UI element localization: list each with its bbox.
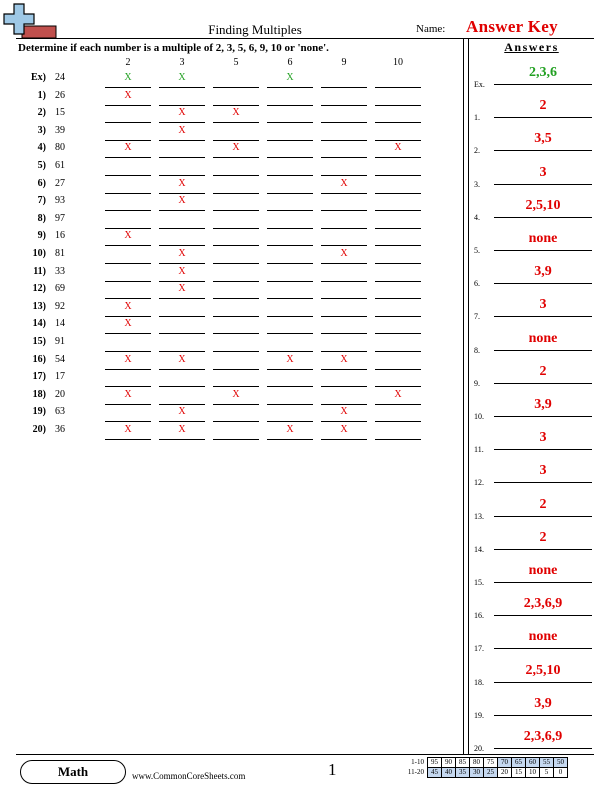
row-number: 27	[55, 177, 65, 189]
score-row	[396, 758, 568, 768]
answer-label: 15.	[474, 578, 484, 587]
answer-value: 3	[494, 464, 592, 483]
score-table	[396, 757, 568, 778]
answer-label: 16.	[474, 611, 484, 621]
mark-cell	[213, 212, 259, 229]
mark-cell: X	[213, 106, 259, 123]
score-cell: 10	[526, 768, 540, 778]
row-number: 39	[55, 124, 65, 136]
score-cell: 15	[512, 768, 526, 778]
page-title: Finding Multiples	[208, 22, 302, 37]
answer-label: 20.	[474, 744, 484, 753]
answer-value: none	[494, 332, 592, 351]
score-cell: 85	[456, 758, 470, 768]
mark-cell	[321, 370, 367, 387]
mark-cell: X	[159, 177, 205, 194]
mark-cell	[213, 124, 259, 141]
mark-cell: X	[105, 71, 151, 88]
math-badge: Math	[20, 760, 126, 784]
mark-cell	[213, 335, 259, 352]
answer-value: 3	[494, 298, 592, 317]
mark-cell	[267, 229, 313, 246]
score-row	[396, 768, 568, 778]
mark-cell: X	[267, 71, 313, 88]
score-row-label: 11-20	[407, 768, 424, 776]
mark-cell: X	[267, 353, 313, 370]
answer-value: none	[494, 630, 592, 649]
score-cell: 70	[498, 758, 512, 768]
mark-cell	[267, 388, 313, 405]
mark-cell	[267, 194, 313, 211]
score-cell: 60	[526, 758, 540, 768]
name-label: Name:	[416, 23, 446, 35]
mark-cell	[375, 229, 421, 246]
score-cell: 25	[484, 768, 498, 778]
score-cell: 90	[442, 758, 456, 768]
mark-cell	[267, 265, 313, 282]
answer-value: 2,3,6,9	[494, 730, 592, 749]
row-label: Ex)	[31, 72, 46, 83]
answer-label: 5.	[474, 246, 480, 255]
answer-column-divider	[463, 38, 464, 754]
page-number: 1	[328, 760, 337, 779]
score-cell: 30	[470, 768, 484, 778]
mark-cell: X	[105, 423, 151, 440]
answers-heading: Answers	[504, 40, 559, 54]
mark-cell	[267, 141, 313, 158]
score-cell: 40	[442, 768, 456, 778]
mark-cell: X	[159, 282, 205, 299]
mark-cell	[213, 247, 259, 264]
row-number: 69	[55, 283, 65, 295]
mark-cell	[267, 212, 313, 229]
answer-value: 3	[494, 166, 592, 185]
mark-cell	[213, 71, 259, 88]
mark-cell	[321, 317, 367, 334]
row-label: 1)	[37, 89, 46, 101]
mark-cell: X	[321, 177, 367, 194]
instructions: Determine if each number is a multiple of 2, 3, 5, 6, 9, 10 or 'none'.	[18, 42, 329, 54]
mark-cell: X	[267, 423, 313, 440]
row-label: 2)	[37, 107, 46, 119]
row-number: 80	[55, 142, 65, 154]
mark-cell	[267, 124, 313, 141]
answer-value: 2,5,10	[494, 664, 592, 683]
mark-cell	[375, 370, 421, 387]
mark-cell	[267, 159, 313, 176]
row-number: 20	[55, 388, 65, 400]
mark-cell	[105, 247, 151, 264]
mark-cell	[159, 317, 205, 334]
answer-label: 13.	[474, 511, 484, 521]
mark-cell	[105, 265, 151, 282]
mark-cell: X	[213, 388, 259, 405]
row-label: 19)	[32, 406, 46, 418]
row-number: 61	[55, 160, 65, 171]
row-number: 33	[55, 265, 65, 277]
mark-cell: X	[105, 141, 151, 158]
header-divider	[16, 38, 594, 39]
mark-cell	[267, 317, 313, 334]
mark-cell	[321, 265, 367, 282]
mark-cell	[267, 335, 313, 352]
mark-cell	[321, 124, 367, 141]
mark-cell: X	[159, 353, 205, 370]
mark-cell	[159, 335, 205, 352]
score-cell: 0	[554, 768, 568, 778]
mark-cell	[321, 194, 367, 211]
mark-cell	[267, 300, 313, 317]
answer-value: 2,3,6,9	[494, 597, 592, 616]
answer-label: Ex.	[474, 80, 485, 89]
mark-cell	[105, 335, 151, 352]
mark-cell: X	[159, 405, 205, 422]
mark-cell: X	[105, 388, 151, 405]
mark-cell: X	[321, 405, 367, 422]
mark-cell	[159, 159, 205, 176]
mark-cell	[213, 229, 259, 246]
answer-label: 9.	[474, 378, 480, 388]
row-number: 24	[55, 72, 65, 83]
mark-cell	[159, 388, 205, 405]
mark-cell: X	[321, 247, 367, 264]
mark-cell	[105, 282, 151, 299]
divisor-header-6: 6	[287, 57, 293, 68]
mark-cell	[267, 282, 313, 299]
mark-cell: X	[321, 423, 367, 440]
score-cell: 65	[512, 758, 526, 768]
mark-cell	[267, 106, 313, 123]
mark-cell: X	[159, 194, 205, 211]
answer-label: 12.	[474, 478, 484, 488]
mark-cell	[375, 265, 421, 282]
answer-column-divider-inner	[468, 38, 469, 754]
mark-cell: X	[375, 141, 421, 158]
mark-cell	[375, 282, 421, 299]
row-label: 9)	[37, 230, 46, 242]
divisor-header-10: 10	[393, 57, 403, 68]
score-cell: 35	[456, 768, 470, 778]
mark-cell	[321, 159, 367, 176]
divisor-header-3: 3	[179, 57, 185, 68]
mark-cell	[213, 282, 259, 299]
mark-cell	[321, 89, 367, 106]
mark-cell: X	[105, 317, 151, 334]
mark-cell	[213, 405, 259, 422]
answer-label: 6.	[474, 279, 480, 289]
divisor-header-9: 9	[341, 57, 347, 68]
mark-cell	[267, 247, 313, 264]
answer-value: 2	[494, 99, 592, 118]
answer-value: 2,5,10	[494, 199, 592, 218]
mark-cell	[321, 106, 367, 123]
row-number: 81	[55, 248, 65, 259]
mark-cell	[159, 300, 205, 317]
mark-cell: X	[105, 229, 151, 246]
row-label: 13)	[32, 300, 46, 312]
answer-label: 3.	[474, 179, 480, 189]
mark-cell	[213, 89, 259, 106]
row-number: 97	[55, 212, 65, 224]
mark-cell	[375, 89, 421, 106]
mark-cell	[375, 405, 421, 422]
mark-cell	[375, 194, 421, 211]
mark-cell	[213, 353, 259, 370]
row-label: 18)	[32, 388, 46, 400]
answer-label: 2.	[474, 146, 480, 156]
score-cell: 80	[470, 758, 484, 768]
mark-cell	[321, 388, 367, 405]
row-number: 63	[55, 406, 65, 418]
row-label: 16)	[32, 353, 46, 365]
answer-label: 7.	[474, 312, 480, 322]
mark-cell	[321, 71, 367, 88]
score-cell: 75	[484, 758, 498, 768]
answer-value: 2,3,6	[494, 66, 592, 85]
row-label: 6)	[37, 177, 46, 189]
row-label: 4)	[37, 142, 46, 154]
row-label: 11)	[33, 265, 46, 277]
mark-cell	[105, 405, 151, 422]
answer-label: 10.	[474, 412, 484, 421]
mark-cell	[267, 405, 313, 422]
mark-cell: X	[159, 265, 205, 282]
divisor-header-5: 5	[233, 57, 239, 68]
mark-cell	[213, 265, 259, 282]
row-label: 15)	[32, 336, 46, 347]
mark-cell: X	[105, 300, 151, 317]
mark-cell	[105, 194, 151, 211]
answer-label: 18.	[474, 677, 484, 687]
mark-cell	[213, 370, 259, 387]
row-label: 5)	[37, 160, 46, 171]
mark-cell	[105, 212, 151, 229]
mark-cell	[213, 423, 259, 440]
row-number: 16	[55, 230, 65, 242]
row-number: 91	[55, 336, 65, 347]
score-cell: 20	[498, 768, 512, 778]
mark-cell: X	[105, 353, 151, 370]
row-label: 3)	[37, 124, 46, 136]
mark-cell	[321, 212, 367, 229]
row-number: 14	[55, 318, 65, 330]
answer-value: 3	[494, 431, 592, 450]
mark-cell	[105, 177, 151, 194]
mark-cell	[159, 141, 205, 158]
mark-cell: X	[321, 353, 367, 370]
mark-cell	[375, 159, 421, 176]
answer-value: 3,9	[494, 398, 592, 417]
row-number: 15	[55, 107, 65, 119]
row-label: 10)	[32, 248, 46, 259]
row-label: 8)	[37, 212, 46, 224]
answer-value: 3,9	[494, 265, 592, 284]
answer-label: 1.	[474, 113, 480, 123]
mark-cell	[159, 89, 205, 106]
mark-cell	[375, 423, 421, 440]
mark-cell	[159, 370, 205, 387]
mark-cell: X	[159, 423, 205, 440]
answer-key-label: Answer Key	[466, 17, 558, 36]
row-number: 17	[55, 371, 65, 383]
mark-cell	[321, 229, 367, 246]
mark-cell	[321, 141, 367, 158]
score-cell: 95	[428, 758, 442, 768]
mark-cell: X	[375, 388, 421, 405]
answer-label: 11.	[474, 445, 484, 455]
answer-value: 3,9	[494, 697, 592, 716]
mark-cell	[213, 194, 259, 211]
divisor-header-2: 2	[125, 57, 131, 68]
score-cell: 50	[554, 758, 568, 768]
mark-cell	[375, 177, 421, 194]
answer-value: 2	[494, 365, 592, 384]
math-plus-logo-icon	[2, 2, 62, 42]
mark-cell	[213, 300, 259, 317]
mark-cell	[267, 177, 313, 194]
row-label: 17)	[32, 371, 46, 383]
score-cell: 5	[540, 768, 554, 778]
answer-value: none	[494, 232, 592, 251]
mark-cell	[105, 106, 151, 123]
row-label: 12)	[32, 283, 46, 295]
mark-cell	[375, 317, 421, 334]
mark-cell	[213, 317, 259, 334]
row-number: 92	[55, 300, 65, 312]
mark-cell	[375, 300, 421, 317]
mark-cell	[321, 335, 367, 352]
website-link: www.CommonCoreSheets.com	[132, 771, 246, 781]
row-number: 26	[55, 89, 65, 101]
row-label: 14)	[32, 318, 46, 330]
mark-cell: X	[159, 247, 205, 264]
mark-cell	[375, 106, 421, 123]
row-label: 20)	[32, 424, 46, 435]
answer-label: 8.	[474, 345, 480, 355]
mark-cell	[321, 300, 367, 317]
mark-cell	[105, 124, 151, 141]
mark-cell	[159, 229, 205, 246]
row-label: 7)	[37, 195, 46, 207]
answer-value: none	[494, 564, 592, 583]
mark-cell	[375, 247, 421, 264]
mark-cell	[375, 71, 421, 88]
answer-label: 17.	[474, 644, 484, 654]
footer-divider	[16, 754, 594, 755]
answer-label: 14.	[474, 544, 484, 554]
mark-cell	[213, 159, 259, 176]
mark-cell: X	[159, 124, 205, 141]
mark-cell	[267, 89, 313, 106]
score-row-label: 1-10	[411, 758, 424, 766]
mark-cell: X	[159, 71, 205, 88]
mark-cell	[105, 159, 151, 176]
score-cell: 45	[428, 768, 442, 778]
row-number: 36	[55, 424, 65, 435]
mark-cell: X	[105, 89, 151, 106]
answer-value: 3,5	[494, 132, 592, 151]
mark-cell	[375, 124, 421, 141]
answer-label: 19.	[474, 710, 484, 720]
answer-value: 2	[494, 531, 592, 550]
mark-cell	[375, 335, 421, 352]
mark-cell	[105, 370, 151, 387]
mark-cell	[213, 177, 259, 194]
mark-cell	[267, 370, 313, 387]
mark-cell: X	[213, 141, 259, 158]
answer-label: 4.	[474, 212, 480, 222]
mark-cell	[159, 212, 205, 229]
answer-value: 2	[494, 498, 592, 517]
row-number: 54	[55, 353, 65, 365]
mark-cell: X	[159, 106, 205, 123]
mark-cell	[375, 353, 421, 370]
mark-cell	[375, 212, 421, 229]
mark-cell	[321, 282, 367, 299]
row-number: 93	[55, 195, 65, 207]
score-cell: 55	[540, 758, 554, 768]
